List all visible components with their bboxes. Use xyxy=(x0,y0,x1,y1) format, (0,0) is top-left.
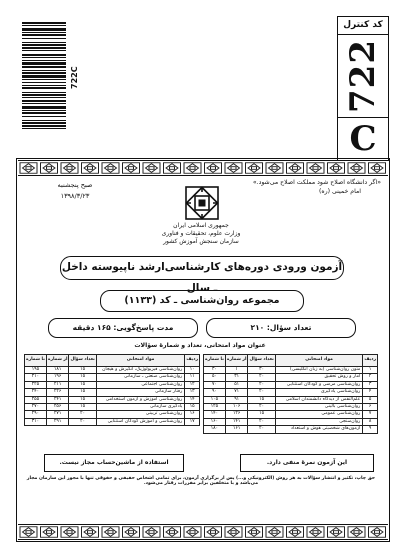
barcode-bar xyxy=(22,92,66,93)
cell-row-num: ۱۴ xyxy=(185,396,200,403)
table-row xyxy=(204,374,378,381)
cell-from: ۱۴۱ xyxy=(225,418,248,425)
cell-row-num: ۱ xyxy=(363,367,378,374)
cell-subject: روان‌شناسی تربیتی xyxy=(96,411,185,418)
cell-subject: روان‌شناسی مرضی و کودکان استثنایی xyxy=(275,381,363,388)
pattern-tile xyxy=(328,527,345,538)
cell-count: ۱۵ xyxy=(248,411,275,418)
subjects-table-left xyxy=(24,354,200,426)
pattern-tile xyxy=(369,527,386,538)
barcode-bar xyxy=(22,66,66,68)
cell-row-num: ۱۶ xyxy=(185,411,200,418)
barcode-bar xyxy=(22,116,66,117)
cell-from: ۹۱ xyxy=(225,396,248,403)
pattern-tile xyxy=(82,527,99,538)
header-subject: مواد امتحانی xyxy=(275,355,363,367)
cell-subject: متون روان‌شناسی (به زبان انگلیسی) xyxy=(275,367,363,374)
barcode-bar xyxy=(22,122,66,124)
cell-row-num: ۱۷ xyxy=(185,418,200,425)
barcode-bar xyxy=(22,103,66,104)
header-to: تا شماره xyxy=(204,355,226,367)
pattern-tile xyxy=(20,163,37,174)
table-row xyxy=(25,389,200,396)
header-to: تا شماره xyxy=(25,355,47,367)
cell-subject: روان‌شناسی اجتماعی xyxy=(96,381,185,388)
table-header-row xyxy=(204,355,378,367)
barcode-bar xyxy=(22,32,66,33)
quote-text: «اگر دانشگاه اصلاح شود مملکت اصلاح می‌شود.» xyxy=(252,179,381,186)
barcode-bar xyxy=(22,34,66,36)
cell-count: ۱۵ xyxy=(69,396,96,403)
cell-row-num: ۱۰ xyxy=(185,367,200,374)
calculator-note: استفاده از ماشین‌حساب مجاز نیست. xyxy=(44,454,184,472)
barcode-bar xyxy=(22,38,66,39)
cell-subject: روان‌شناسی صنعتی ـ سازمانی xyxy=(96,374,185,381)
table-row xyxy=(204,418,378,425)
table-row xyxy=(25,411,200,418)
cell-subject: روان‌سنجی xyxy=(275,418,363,425)
barcode-bar xyxy=(22,54,66,56)
pattern-tile xyxy=(20,527,37,538)
cell-to: ۷۰ xyxy=(204,381,226,388)
barcode-bar xyxy=(22,70,66,71)
cell-to: ۲۲۵ xyxy=(25,381,47,388)
cell-row-num: ۶ xyxy=(363,404,378,411)
table-row xyxy=(25,396,200,403)
header-count: تعداد سؤال xyxy=(248,355,275,367)
pattern-tile xyxy=(41,527,58,538)
cell-count: ۱۵ xyxy=(69,404,96,411)
barcode-bar xyxy=(22,57,66,58)
table-row xyxy=(204,411,378,418)
barcode-bar xyxy=(22,47,66,49)
pattern-tile xyxy=(287,527,304,538)
cell-to: ۵۰ xyxy=(204,374,226,381)
cell-count: ۲۰ xyxy=(248,404,275,411)
cell-row-num: ۸ xyxy=(363,418,378,425)
cell-count: ۲۰ xyxy=(69,411,96,418)
header-row-num: ردیف xyxy=(363,355,378,367)
control-code-title: کد کنترل xyxy=(338,17,388,35)
cell-to: ۱۴۰ xyxy=(204,411,226,418)
cell-to: ۲۹۰ xyxy=(25,411,47,418)
pattern-tile xyxy=(246,527,263,538)
table-row xyxy=(204,389,378,396)
pattern-tile xyxy=(164,527,181,538)
pattern-tile xyxy=(246,163,263,174)
barcode-bar xyxy=(22,106,66,109)
org-organization: سازمان سنجش آموزش کشور xyxy=(163,238,239,246)
org-ministry: وزارت علوم، تحقیقات و فناوری xyxy=(161,230,241,238)
barcode-bar xyxy=(22,50,66,51)
header-from: از شماره xyxy=(46,355,69,367)
pattern-tile xyxy=(164,163,181,174)
cell-count: ۱۵ xyxy=(69,381,96,388)
cell-row-num: ۱۱ xyxy=(185,374,200,381)
cell-to: ۱۸۰ xyxy=(204,426,226,433)
table-row xyxy=(204,426,378,433)
barcode xyxy=(22,22,66,132)
cell-count: ۲۰ xyxy=(248,374,275,381)
pattern-tile xyxy=(205,527,222,538)
barcode-bar xyxy=(22,72,66,74)
barcode-bar xyxy=(22,128,66,129)
cell-count: ۱۵ xyxy=(69,367,96,374)
cell-from: ۲۴۱ xyxy=(46,396,69,403)
exam-date: ۱۳۹۸/۳/۲۳ xyxy=(60,192,90,200)
cell-subject: روان‌شناسی فیزیولوژیک، انگیزش و هیجان xyxy=(96,367,185,374)
question-count: تعداد سؤال: ۲۱۰ xyxy=(206,318,356,338)
cell-count: ۲۰ xyxy=(248,418,275,425)
pattern-tile xyxy=(143,163,160,174)
control-code-number-text: 722 xyxy=(343,39,384,113)
pattern-tile xyxy=(307,527,324,538)
cell-count: ۱۵ xyxy=(69,374,96,381)
cell-to: ۱۶۰ xyxy=(204,418,226,425)
cell-from: ۱۹۶ xyxy=(46,374,69,381)
table-row xyxy=(204,381,378,388)
barcode-bar xyxy=(22,125,66,127)
cell-from: ۵۱ xyxy=(225,381,248,388)
cell-subject: روان‌شناسی و آموزش کودکان استثنایی xyxy=(96,418,185,425)
barcode-bar xyxy=(22,79,66,80)
barcode-bar xyxy=(22,62,66,65)
cell-subject: علم‌النفس از دیدگاه دانشمندان اسلامی xyxy=(275,396,363,403)
cell-subject: آمار و روش تحقیق xyxy=(275,374,363,381)
quote-block xyxy=(251,178,381,196)
cell-from: ۱۶۱ xyxy=(225,426,248,433)
barcode-bar xyxy=(22,100,66,102)
cell-from: ۳۱ xyxy=(225,374,248,381)
cell-count: ۲۰ xyxy=(248,381,275,388)
pattern-tile xyxy=(348,163,365,174)
pattern-tile xyxy=(369,163,386,174)
barcode-bar xyxy=(22,87,66,89)
barcode-bar xyxy=(22,25,66,26)
cell-from: ۲۱۱ xyxy=(46,381,69,388)
control-code-box xyxy=(337,16,389,161)
pattern-tile xyxy=(123,527,140,538)
cell-from: ۷۱ xyxy=(225,389,248,396)
cell-row-num: ۲ xyxy=(363,374,378,381)
pattern-tile xyxy=(184,527,201,538)
negative-marking-note: این آزمون نمرهٔ منفی دارد. xyxy=(240,454,374,472)
subjects-table-right xyxy=(203,354,378,434)
cell-from: ۲۷۱ xyxy=(46,411,69,418)
pattern-tile xyxy=(102,163,119,174)
barcode-bar xyxy=(22,22,66,24)
cell-subject: روان‌شناسی بالینی xyxy=(275,404,363,411)
decorative-pattern-band-top xyxy=(18,160,388,176)
cell-count: ۲۰ xyxy=(248,389,275,396)
barcode-bar xyxy=(22,120,66,121)
barcode-bar xyxy=(22,110,66,111)
cell-to: ۱۲۵ xyxy=(204,404,226,411)
control-code-number xyxy=(338,35,388,118)
org-country: جمهوری اسلامی ایران xyxy=(173,222,229,229)
cell-from: ۲۲۶ xyxy=(46,389,69,396)
header-from: از شماره xyxy=(225,355,248,367)
cell-from: ۱۸۱ xyxy=(46,367,69,374)
pattern-tile xyxy=(348,527,365,538)
barcode-bar xyxy=(22,85,66,86)
barcode-bar xyxy=(22,82,66,83)
sanjesh-logo-icon xyxy=(185,186,219,220)
cell-row-num: ۱۲ xyxy=(185,381,200,388)
copyright-footer: حق چاپ، تکثیر و انتشار سؤالات به هر روش (الکترونیکی و...) پس از برگزاری آزمون، برای تمامی اشخاص حقیقی و حقوقی تنها با مجوز این سازمان مجاز می‌باشد و با متخلفین برابر مقررات رفتار می‌شود. xyxy=(26,476,376,486)
pattern-tile xyxy=(205,163,222,174)
organization-block xyxy=(130,222,272,247)
cell-row-num: ۷ xyxy=(363,411,378,418)
pattern-tile xyxy=(123,163,140,174)
cell-subject: روان‌شناسی عمومی xyxy=(275,411,363,418)
table-title: عنوان مواد امتحانی، تعداد و شمارهٔ سؤالات xyxy=(134,342,266,349)
table-row xyxy=(25,381,200,388)
pattern-tile xyxy=(41,163,58,174)
pattern-tile xyxy=(61,527,78,538)
cell-to: ۲۱۰ xyxy=(25,374,47,381)
cell-from: ۲۵۶ xyxy=(46,404,69,411)
booklet-version: C xyxy=(349,119,377,159)
session-text: صبح پنجشنبه xyxy=(57,181,93,189)
table-header-row xyxy=(25,355,200,367)
cell-to: ۳۰ xyxy=(204,367,226,374)
exam-title: آزمون ورودی دوره‌های کارشناسی‌ارشد ناپیوسته داخل ـ سال xyxy=(60,256,344,280)
cell-count: ۱۵ xyxy=(69,389,96,396)
answer-duration: مدت پاسخ‌گویی: ۱۶۵ دقیقه xyxy=(48,318,198,338)
pattern-tile xyxy=(328,163,345,174)
cell-row-num: ۹ xyxy=(363,426,378,433)
header-count: تعداد سؤال xyxy=(69,355,96,367)
barcode-text: 722C xyxy=(70,66,79,90)
header-row-num: ردیف xyxy=(185,355,200,367)
table-row xyxy=(25,374,200,381)
cell-to: ۲۵۵ xyxy=(25,396,47,403)
table-row xyxy=(204,404,378,411)
cell-count: ۲۰ xyxy=(248,426,275,433)
barcode-bar xyxy=(22,112,66,114)
pattern-tile xyxy=(266,527,283,538)
table-row xyxy=(25,404,200,411)
barcode-bar xyxy=(22,28,66,31)
table-row xyxy=(25,367,200,374)
cell-from: ۱۲۶ xyxy=(225,411,248,418)
pattern-tile xyxy=(225,163,242,174)
decorative-pattern-band-bottom xyxy=(18,524,388,540)
header-subject: مواد امتحانی xyxy=(96,355,185,367)
barcode-bar xyxy=(22,94,66,96)
quote-author: امام خمینی (ره) xyxy=(318,188,361,195)
barcode-bar xyxy=(22,42,66,43)
cell-subject: روان‌شناسی آموزش و آزمون استخدامی xyxy=(96,396,185,403)
pattern-tile xyxy=(307,163,324,174)
table-row xyxy=(204,367,378,374)
cell-from: ۲۹۱ xyxy=(46,418,69,425)
table-row xyxy=(25,418,200,425)
session-date-block xyxy=(30,180,120,202)
pattern-tile xyxy=(61,163,78,174)
cell-to: ۱۰۵ xyxy=(204,396,226,403)
cell-to: ۹۰ xyxy=(204,389,226,396)
cell-to: ۳۱۰ xyxy=(25,418,47,425)
pattern-tile xyxy=(184,163,201,174)
cell-from: ۱ xyxy=(225,367,248,374)
cell-row-num: ۱۵ xyxy=(185,404,200,411)
cell-count: ۳۰ xyxy=(248,367,275,374)
barcode-bar xyxy=(22,44,66,46)
cell-from: ۱۰۶ xyxy=(225,404,248,411)
table-row xyxy=(204,396,378,403)
cell-subject: رفتار سازمانی xyxy=(96,389,185,396)
barcode-bar xyxy=(22,60,66,61)
cell-subject: روان‌شناسی یادگیری xyxy=(275,389,363,396)
pattern-tile xyxy=(102,527,119,538)
pattern-tile xyxy=(82,163,99,174)
pattern-tile xyxy=(143,527,160,538)
cell-count: ۲۰ xyxy=(69,418,96,425)
barcode-bar xyxy=(22,97,66,98)
cell-to: ۲۷۰ xyxy=(25,404,47,411)
barcode-bar xyxy=(22,75,66,78)
cell-subject: یادگیری سازمانی xyxy=(96,404,185,411)
pattern-tile xyxy=(287,163,304,174)
cell-to: ۱۹۵ xyxy=(25,367,47,374)
cell-row-num: ۱۳ xyxy=(185,389,200,396)
group-title: مجموعه روان‌شناسی ـ کد (۱۱۳۳) xyxy=(100,290,304,312)
cell-row-num: ۵ xyxy=(363,396,378,403)
cell-row-num: ۴ xyxy=(363,389,378,396)
pattern-tile xyxy=(266,163,283,174)
pattern-tile xyxy=(225,527,242,538)
cell-count: ۱۵ xyxy=(248,396,275,403)
cell-to: ۲۴۰ xyxy=(25,389,47,396)
cell-subject: آزمون‌های شخصیتی هوش و استعداد xyxy=(275,426,363,433)
cell-row-num: ۳ xyxy=(363,381,378,388)
